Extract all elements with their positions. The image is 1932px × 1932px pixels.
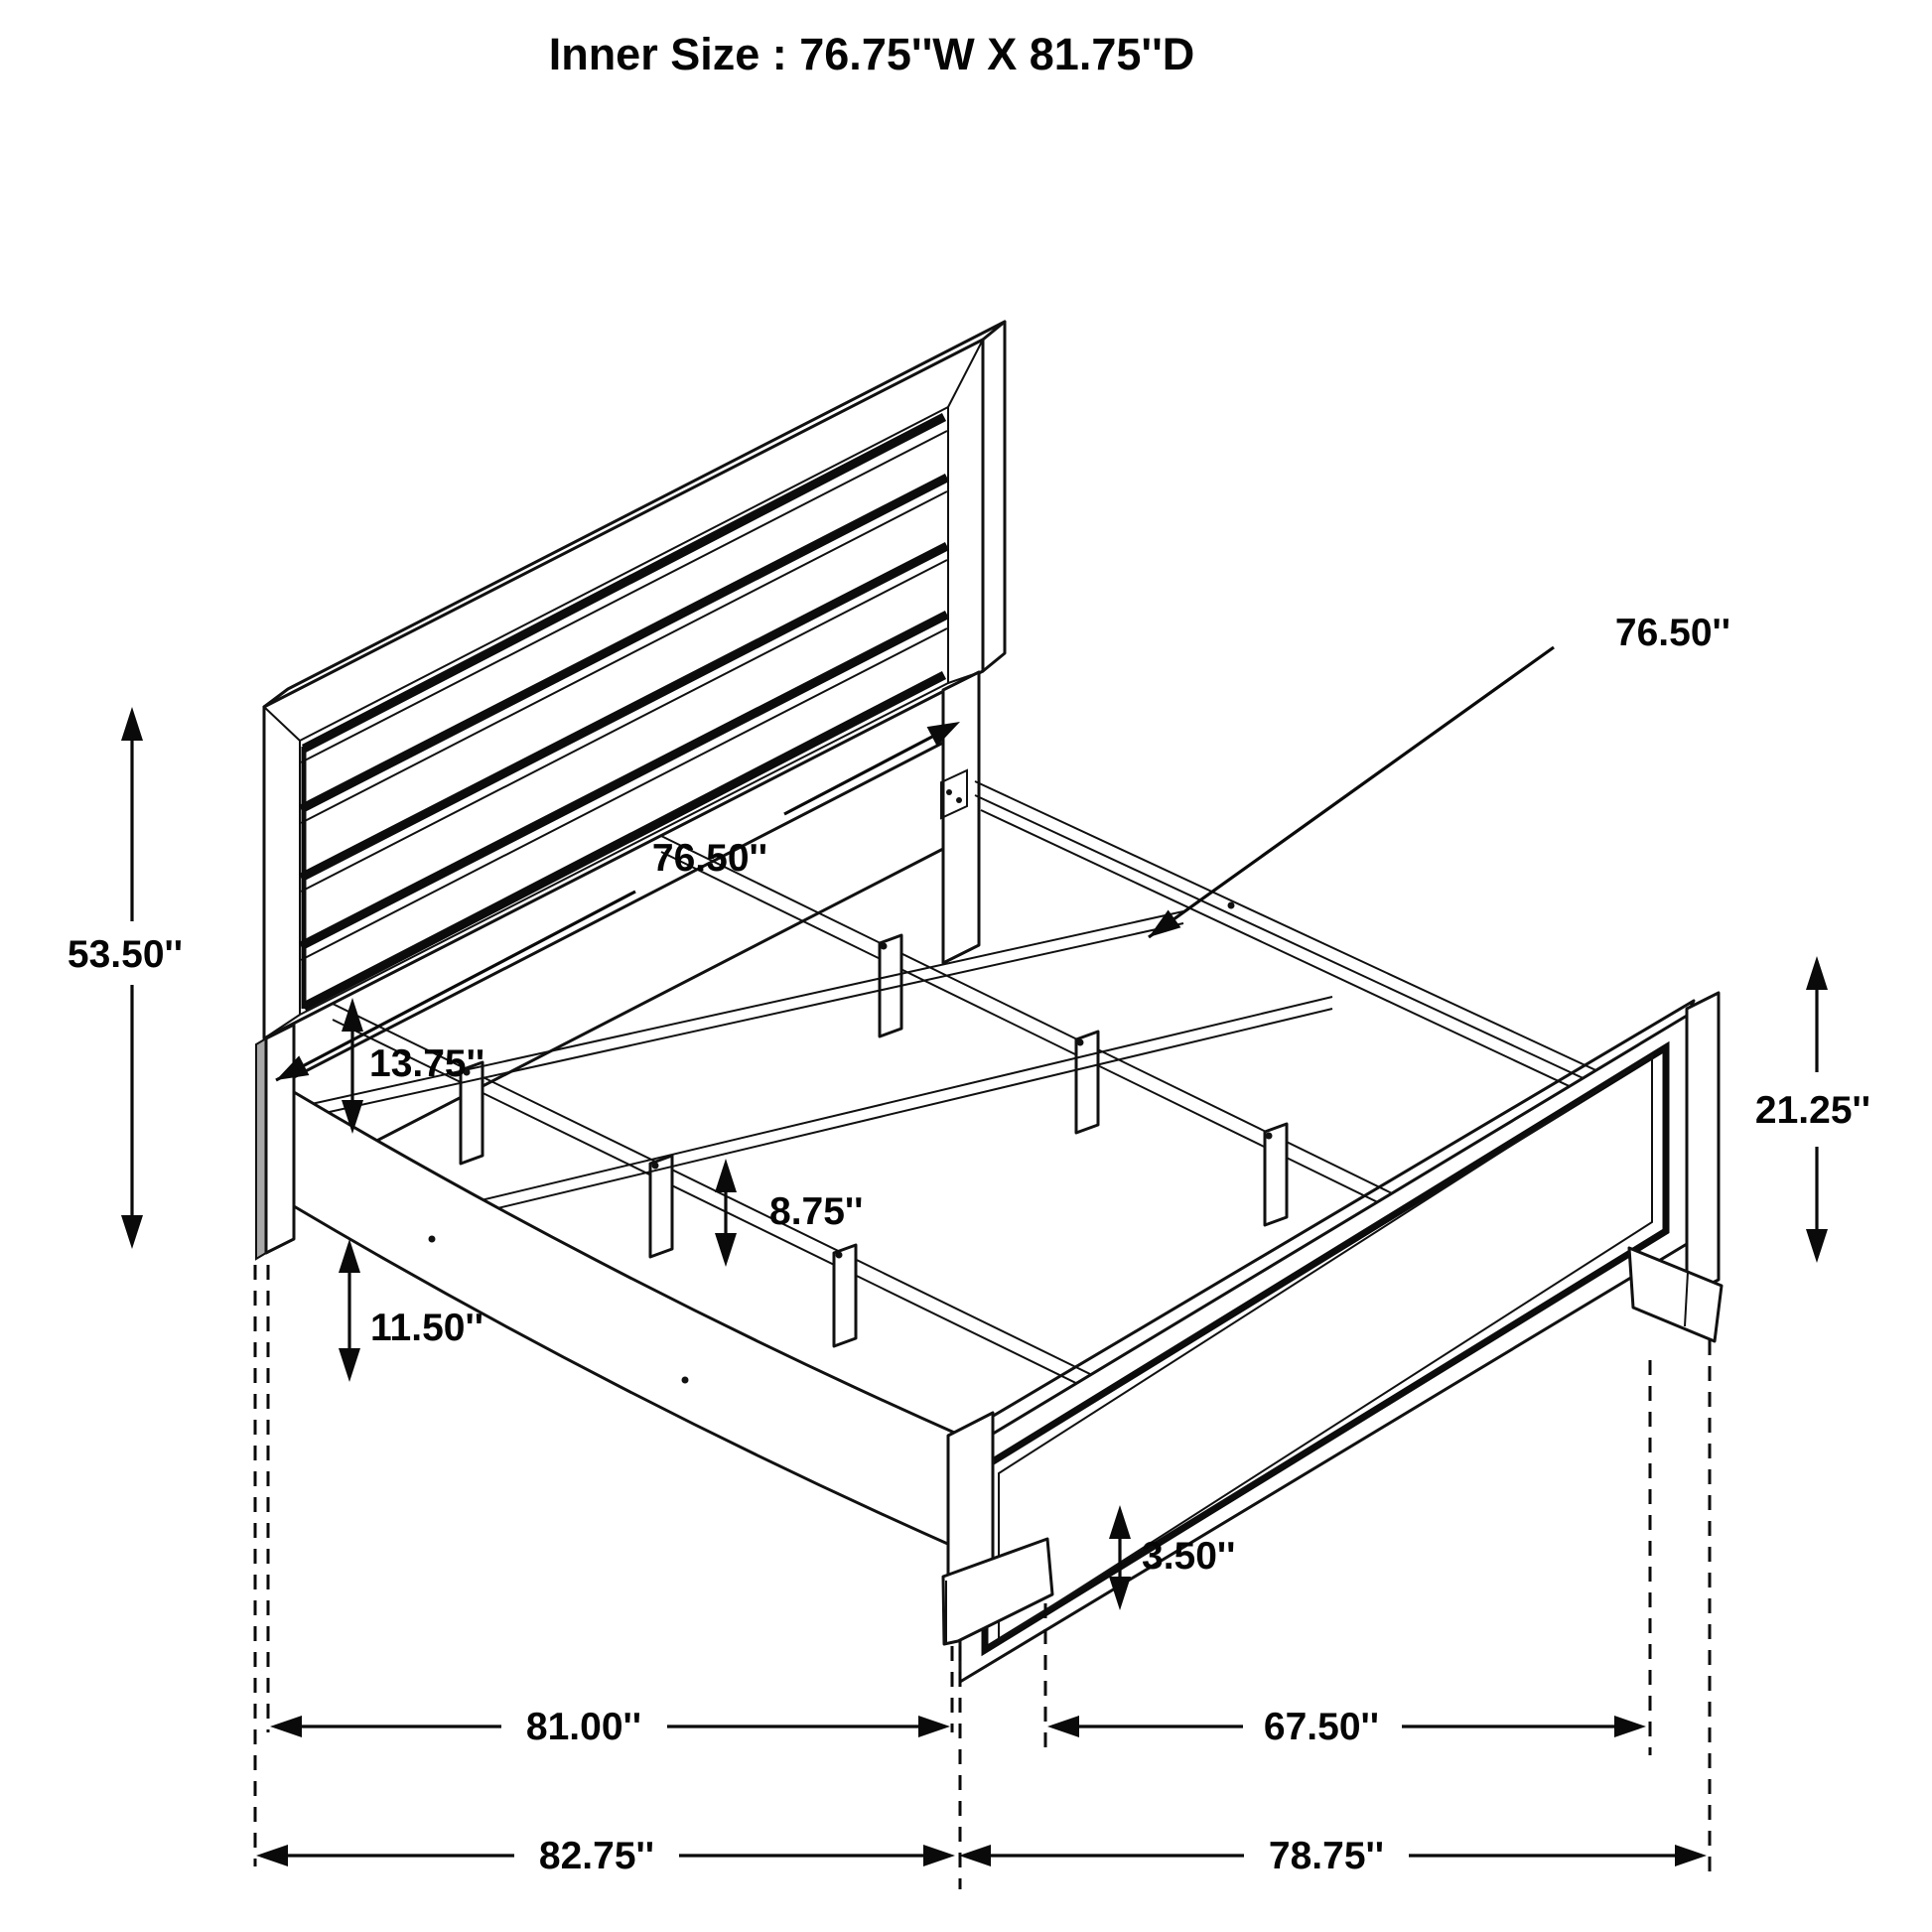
screw-dot bbox=[682, 1377, 689, 1384]
bracket-bolt-2 bbox=[956, 797, 962, 803]
dim-label-overall-width: 82.75'' bbox=[538, 1835, 655, 1877]
screw-dot bbox=[429, 1236, 436, 1243]
dim-footboard-inner-width bbox=[1047, 1706, 1646, 1748]
dim-footboard-height bbox=[1755, 956, 1870, 1263]
dim-inner-length bbox=[270, 1706, 950, 1748]
arrowhead bbox=[1806, 956, 1828, 990]
arrowhead bbox=[1109, 1577, 1131, 1610]
arrowhead bbox=[959, 1845, 991, 1866]
arrowhead bbox=[256, 1845, 288, 1866]
screw-dot bbox=[1077, 1039, 1084, 1046]
headboard-side-face bbox=[983, 322, 1005, 671]
arrowhead bbox=[339, 1348, 360, 1382]
dim-headboard-height bbox=[68, 707, 183, 1249]
dim-label-side-rail: 11.50'' bbox=[370, 1307, 483, 1349]
dim-overall-width bbox=[256, 1835, 955, 1877]
headboard bbox=[256, 322, 1005, 1259]
dim-overall-depth bbox=[959, 1835, 1707, 1877]
screw-dot bbox=[1266, 1133, 1273, 1140]
page-title: Inner Size : 76.75''W X 81.75''D bbox=[548, 29, 1195, 79]
dim-slat-rail-length bbox=[1149, 612, 1730, 937]
footboard-panel bbox=[960, 1016, 1687, 1682]
arrowhead bbox=[715, 1159, 737, 1192]
dim-label-support-leg: 8.75'' bbox=[769, 1190, 864, 1233]
arrowhead bbox=[1614, 1716, 1646, 1737]
headboard-right-post bbox=[943, 672, 979, 963]
arrowhead bbox=[923, 1845, 955, 1866]
arrowhead bbox=[270, 1716, 302, 1737]
dim-label-headboard-height: 53.50'' bbox=[67, 933, 184, 976]
arrowhead bbox=[1806, 1229, 1828, 1263]
screw-dot bbox=[881, 943, 888, 950]
screw-dot bbox=[1228, 902, 1235, 909]
footboard bbox=[943, 993, 1722, 1682]
screw-dot bbox=[652, 1163, 659, 1170]
screw-dot bbox=[836, 1252, 843, 1259]
arrowhead bbox=[121, 707, 143, 741]
arrowhead bbox=[1047, 1716, 1079, 1737]
arrowhead bbox=[1675, 1845, 1707, 1866]
dim-label-inner-length: 81.00'' bbox=[525, 1706, 642, 1748]
support-leg bbox=[1076, 1032, 1098, 1133]
dim-label-foot-height: 3.50'' bbox=[1142, 1535, 1236, 1578]
arrowhead bbox=[918, 1716, 950, 1737]
headboard-left-leg bbox=[266, 1025, 294, 1253]
dim-label-overall-depth: 78.75'' bbox=[1268, 1835, 1385, 1877]
support-leg bbox=[834, 1245, 856, 1346]
dim-label-headboard-width: 76.50'' bbox=[651, 837, 768, 880]
arrowhead bbox=[121, 1215, 143, 1249]
dim-label-footboard-width: 67.50'' bbox=[1263, 1706, 1380, 1748]
arrowhead bbox=[342, 998, 363, 1032]
dim-label-rail-to-panel: 13.75'' bbox=[369, 1042, 485, 1085]
bracket-bolt-1 bbox=[946, 789, 952, 795]
leader-line bbox=[1149, 647, 1554, 937]
arrowhead bbox=[715, 1233, 737, 1267]
dim-label-footboard-height: 21.25'' bbox=[1754, 1089, 1871, 1132]
footboard-right-post bbox=[1687, 993, 1719, 1296]
dim-label-slat-rail: 76.50'' bbox=[1614, 612, 1731, 654]
